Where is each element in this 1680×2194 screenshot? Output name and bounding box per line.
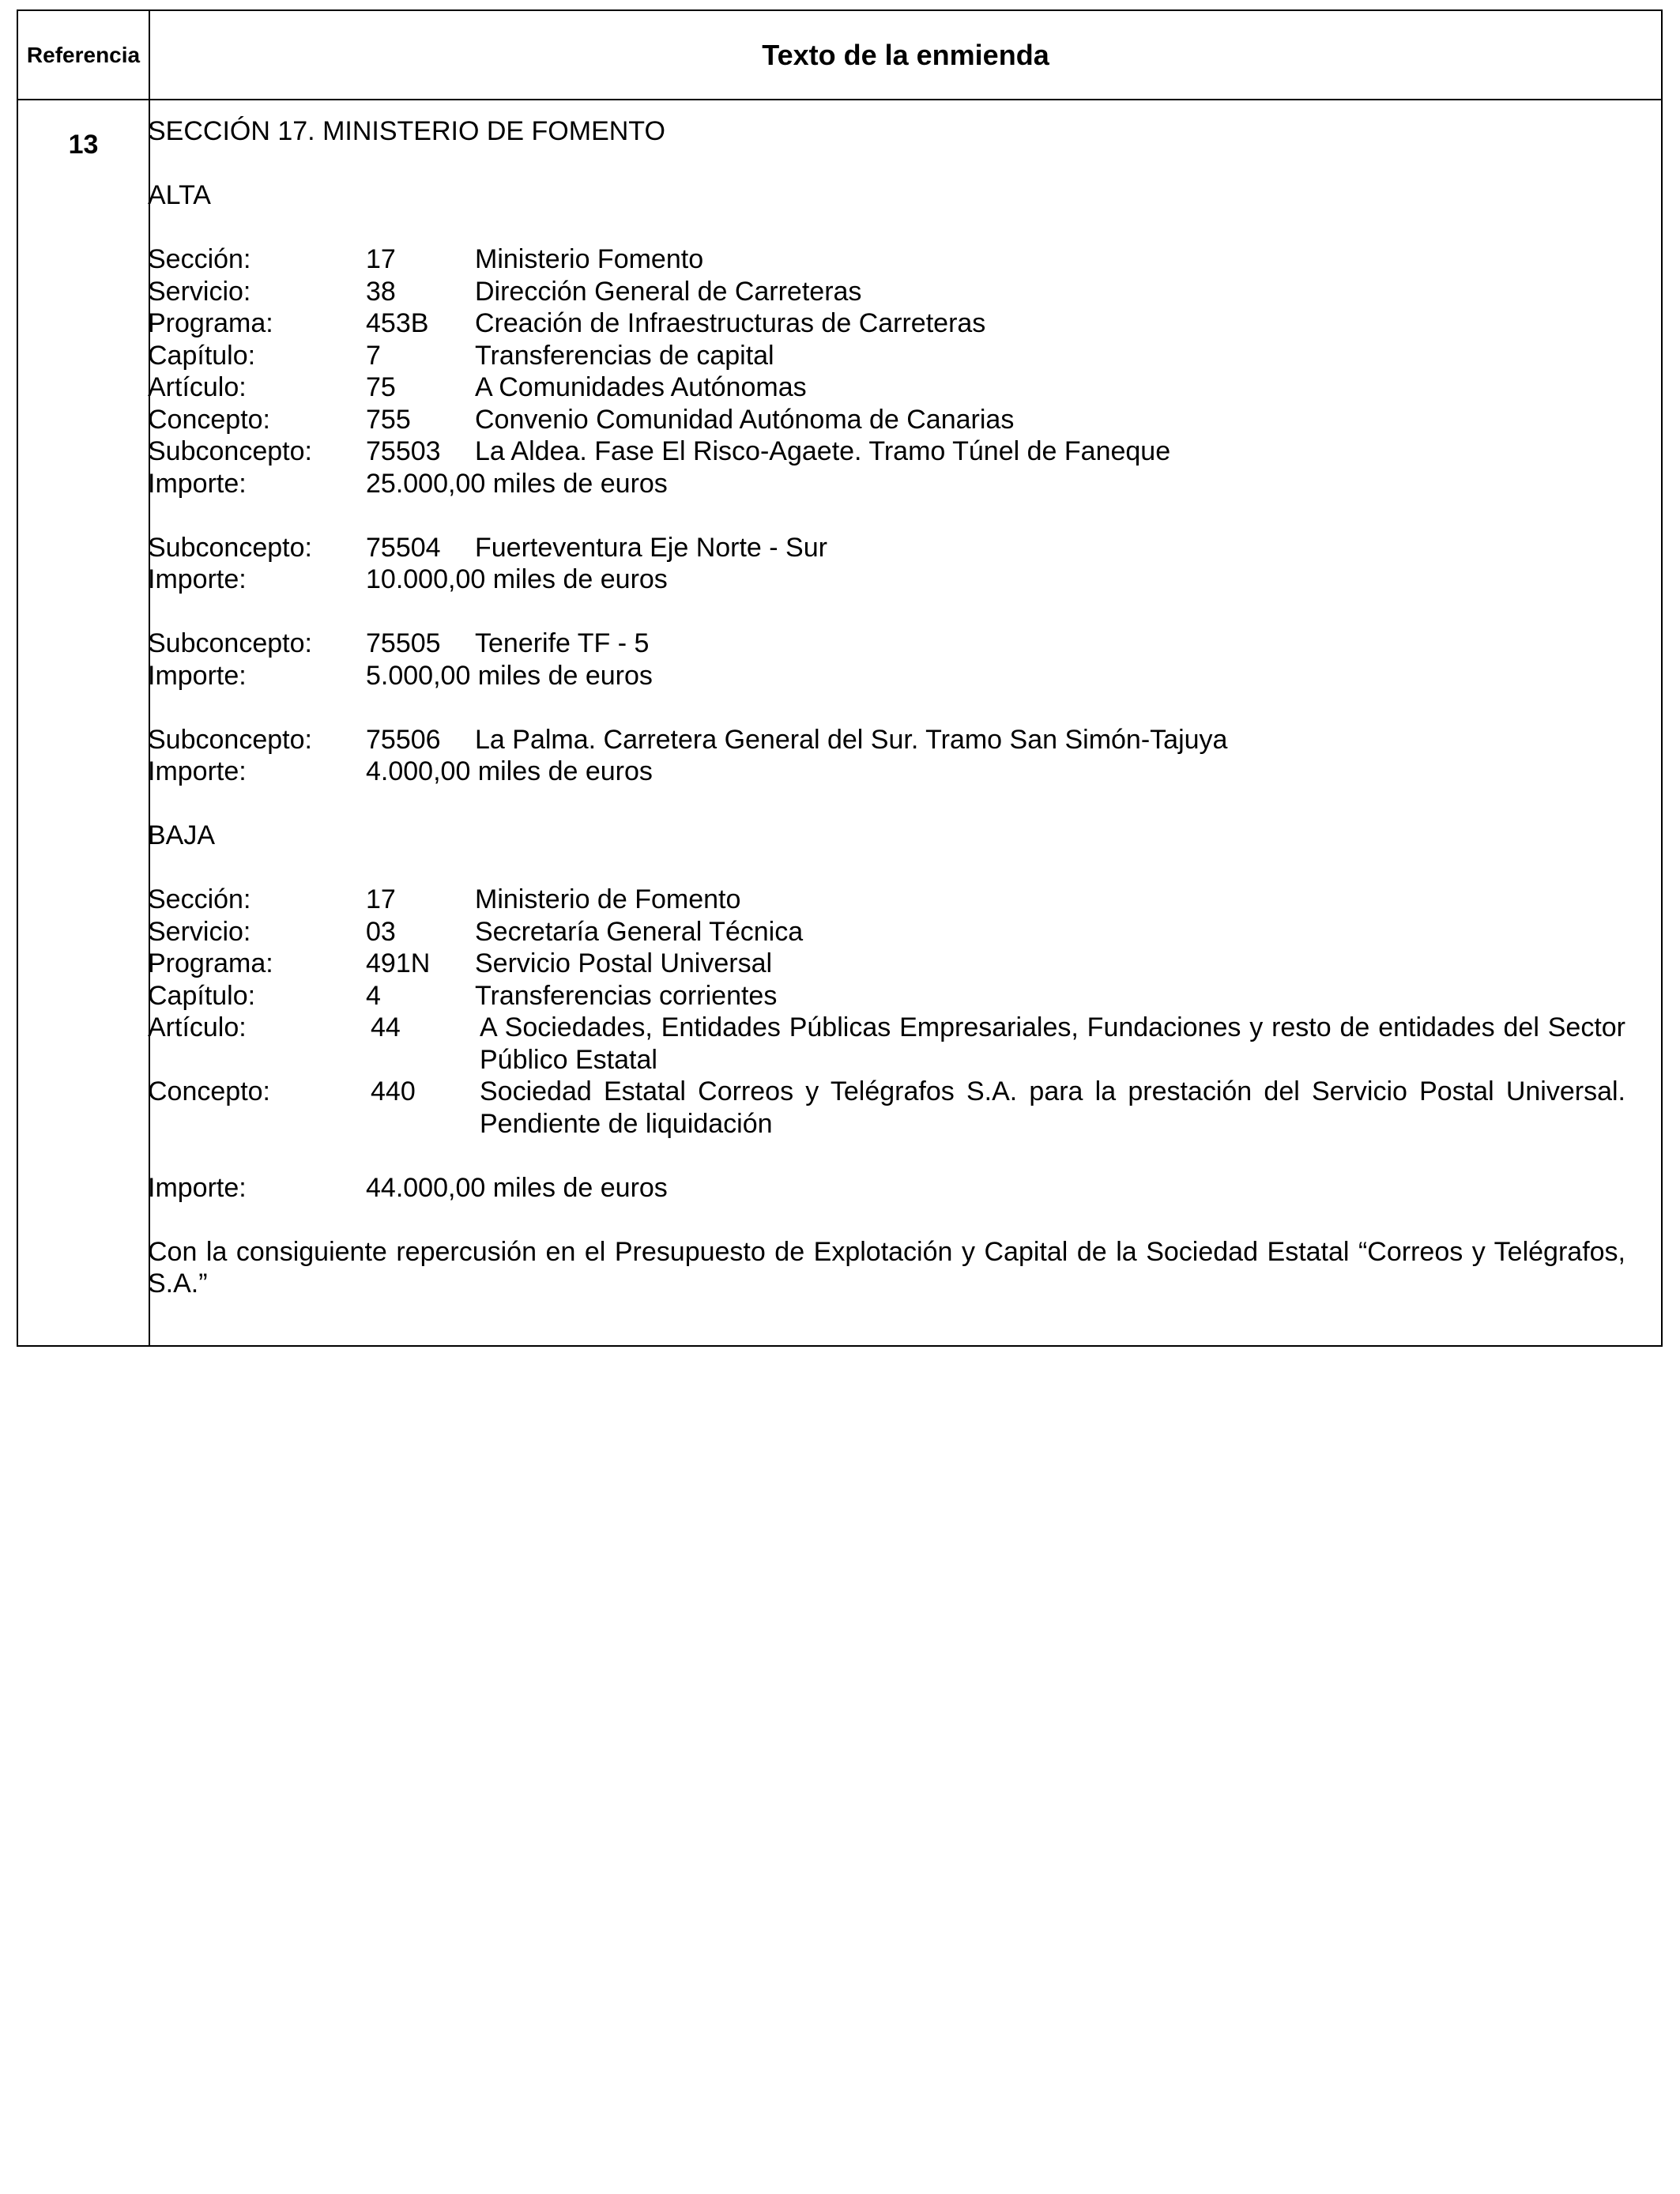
field-label: Importe: [148,756,247,786]
importe-row [148,756,1625,788]
field-label: Importe: [148,468,247,499]
field-code: 453B [366,308,429,338]
field-description: Transferencias de capital [475,340,774,371]
alta-row [148,371,1625,404]
field-code: 755 [366,404,411,435]
importe-value: 5.000,00 miles de euros [366,660,653,691]
field-description: A Sociedades, Entidades Públicas Empresariales, Fundaciones y resto de entidades del Sector Público Estatal [480,1012,1625,1075]
field-label: Programa: [148,948,273,978]
field-description: A Comunidades Autónomas [475,372,807,402]
field-code: 75505 [366,628,441,658]
field-label: Subconcepto: [148,436,312,466]
field-label: Subconcepto: [148,628,312,658]
field-description: Transferencias corrientes [475,980,778,1011]
field-code: 17 [366,244,396,274]
alta-row [148,404,1625,436]
field-label: Importe: [148,1172,247,1203]
alta-row [148,340,1625,372]
field-code: 440 [371,1076,416,1106]
alta-row [148,307,1625,340]
importe-row [148,564,1625,596]
baja-row [148,1076,1625,1140]
importe-value: 44.000,00 miles de euros [366,1172,668,1203]
field-description: Servicio Postal Universal [475,948,773,978]
field-code: 4 [366,980,381,1011]
reference-number: 13 [68,130,99,160]
field-description: Ministerio de Fomento [475,884,741,914]
field-description: Tenerife TF - 5 [475,628,650,658]
field-code: 75506 [366,724,441,755]
field-label: Sección: [148,244,251,274]
field-code: 75503 [366,436,441,466]
field-label: Subconcepto: [148,724,312,755]
header-amendment-text: Texto de la enmienda [762,38,1049,71]
field-label: Sección: [148,884,251,914]
field-description: Creación de Infraestructuras de Carreteras [475,308,986,338]
subconcepto-block [148,628,1625,692]
field-label: Concepto: [148,1076,270,1106]
subconcepto-block [148,724,1625,788]
field-label: Subconcepto: [148,532,312,563]
field-code: 03 [366,916,396,947]
alta-row [148,435,1625,468]
field-label: Importe: [148,660,247,691]
subconcepto-row [148,724,1625,756]
field-description: La Palma. Carretera General del Sur. Tramo San Simón-Tajuya [475,724,1228,755]
field-description: Convenio Comunidad Autónoma de Canarias [475,404,1015,435]
importe-value: 25.000,00 miles de euros [366,468,668,499]
amendment-content [148,115,1625,1300]
field-code: 75504 [366,532,441,563]
baja-row [148,980,1625,1012]
subconcepto-row [148,628,1625,660]
importe-value: 10.000,00 miles de euros [366,564,668,594]
importe-row [148,660,1625,692]
field-label: Artículo: [148,372,247,402]
field-code: 491N [366,948,431,978]
field-label: Concepto: [148,404,270,435]
importe-value: 4.000,00 miles de euros [366,756,653,786]
subconcepto-row [148,532,1625,564]
field-description: Sociedad Estatal Correos y Telégrafos S.A. para la prestación del Servicio Postal Universal. Pendiente de liquidación [480,1076,1625,1139]
field-label: Artículo: [148,1012,247,1042]
header-divider [18,99,1661,100]
field-code: 38 [366,276,396,307]
alta-heading: ALTA [148,180,211,210]
field-code: 75 [366,372,396,402]
field-label: Capítulo: [148,340,256,371]
field-code: 17 [366,884,396,914]
closing-paragraph: Con la consiguiente repercusión en el Presupuesto de Explotación y Capital de la Sociedad Estatal “Correos y Telégrafos, S.A.” [148,1236,1625,1299]
subconcepto-block [148,532,1625,596]
field-label: Programa: [148,308,273,338]
field-label: Capítulo: [148,980,256,1011]
field-description: Secretaría General Técnica [475,916,804,947]
alta-row [148,276,1625,308]
baja-row [148,1012,1625,1076]
field-code: 7 [366,340,381,371]
alta-importe-row [148,468,1625,500]
baja-row [148,948,1625,980]
baja-row [148,884,1625,916]
field-label: Importe: [148,564,247,594]
header-reference: Referencia [26,42,141,67]
baja-heading: BAJA [148,820,216,850]
field-code: 44 [371,1012,401,1042]
field-description: La Aldea. Fase El Risco-Agaete. Tramo Túnel de Faneque [475,436,1171,466]
field-description: Ministerio Fomento [475,244,704,274]
field-label: Servicio: [148,276,251,307]
field-description: Dirección General de Carreteras [475,276,862,307]
alta-block [148,243,1625,499]
field-label: Servicio: [148,916,251,947]
section-title: SECCIÓN 17. MINISTERIO DE FOMENTO [148,116,665,146]
field-description: Fuerteventura Eje Norte - Sur [475,532,827,563]
baja-importe-row [148,1172,1625,1204]
baja-row [148,916,1625,948]
alta-row [148,243,1625,276]
baja-block [148,884,1625,1140]
